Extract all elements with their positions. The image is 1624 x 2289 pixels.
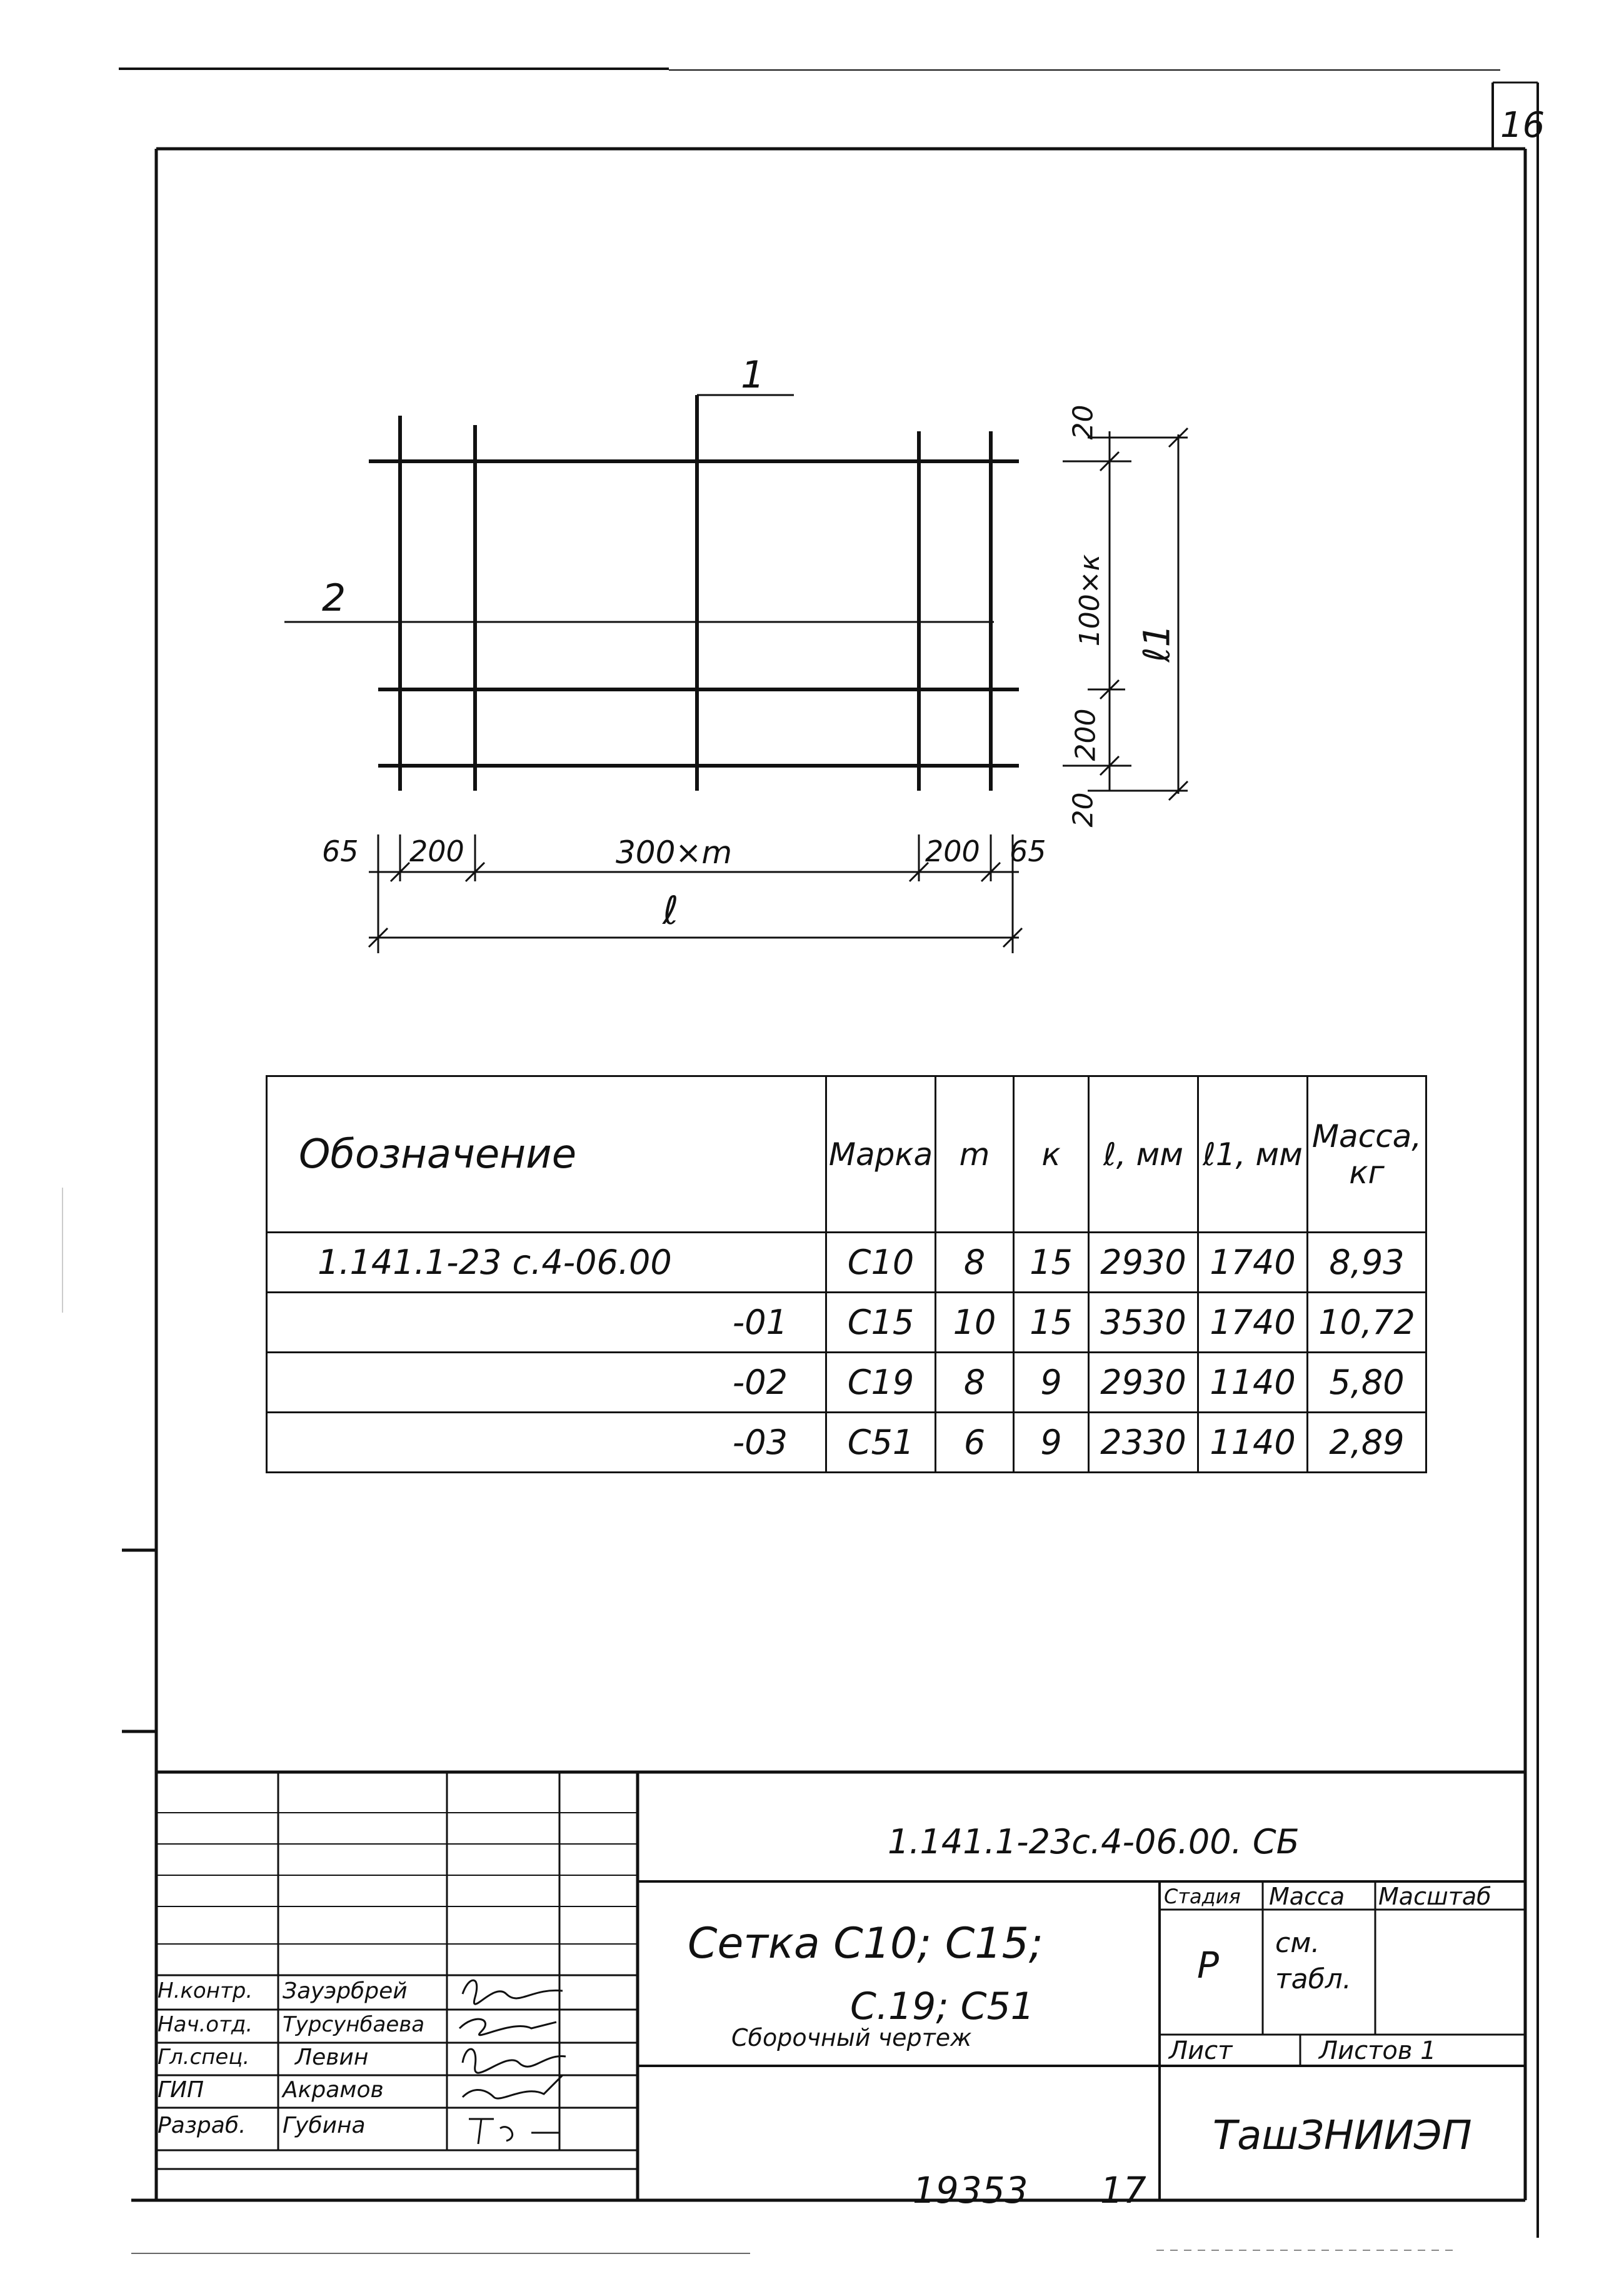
dim-label-20-top: 20 bbox=[1067, 404, 1100, 440]
header-mass: Масса, кг bbox=[1308, 1076, 1426, 1233]
cell-designation: 1.141.1-23 с.4-06.00 bbox=[267, 1233, 826, 1293]
cell-designation: -03 bbox=[267, 1413, 826, 1473]
cell-mark: С15 bbox=[826, 1293, 936, 1353]
stage-value: Р bbox=[1197, 1944, 1219, 1986]
handwritten-signatures bbox=[450, 1969, 575, 2169]
cell-l1: 1140 bbox=[1198, 1353, 1308, 1413]
cell-mass: 5,80 bbox=[1308, 1353, 1426, 1413]
cell-m: 8 bbox=[936, 1353, 1014, 1413]
table-row bbox=[267, 1233, 1426, 1293]
dim-label-200-right: 200 bbox=[1070, 708, 1102, 761]
sheet-label: Лист bbox=[1169, 2036, 1233, 2065]
header-l1: ℓ1, мм bbox=[1198, 1076, 1308, 1233]
header-mark: Марка bbox=[826, 1076, 936, 1233]
signature-role: Разраб. bbox=[158, 2113, 246, 2138]
cell-l1: 1140 bbox=[1198, 1413, 1308, 1473]
dim-label-l: ℓ bbox=[663, 888, 679, 933]
cell-l: 2330 bbox=[1089, 1413, 1198, 1473]
table-row bbox=[267, 1353, 1426, 1413]
signature-name: Левин bbox=[295, 2045, 369, 2070]
section-label-2: 2 bbox=[322, 576, 346, 620]
cell-l1: 1740 bbox=[1198, 1233, 1308, 1293]
title-line-2: С.19; С51 bbox=[850, 1985, 1035, 2028]
cell-mass: 2,89 bbox=[1308, 1413, 1426, 1473]
stage-label: Стадия bbox=[1164, 1885, 1241, 1908]
dim-label-100k: 100×к bbox=[1074, 554, 1106, 647]
leader-label-1: 1 bbox=[741, 353, 765, 397]
mass-label: Масса bbox=[1269, 1883, 1345, 1910]
table-header-row bbox=[267, 1076, 1426, 1233]
scale-label: Масштаб bbox=[1378, 1883, 1491, 1910]
organization: ТашЗНИИЭП bbox=[1213, 2113, 1472, 2159]
dim-label-65-left: 65 bbox=[322, 834, 359, 868]
signature-role: Н.контр. bbox=[158, 1978, 253, 2003]
mesh-drawing bbox=[0, 0, 1624, 1031]
dim-label-200-left: 200 bbox=[409, 834, 464, 868]
doc-type: Сборочный чертеж bbox=[731, 2024, 972, 2051]
cell-designation: -01 bbox=[267, 1293, 826, 1353]
dimension-lines bbox=[284, 395, 1188, 953]
cell-l: 3530 bbox=[1089, 1293, 1198, 1353]
header-m: m bbox=[936, 1076, 1014, 1233]
cell-l: 2930 bbox=[1089, 1353, 1198, 1413]
dim-label-65-right: 65 bbox=[1010, 834, 1046, 868]
signature-name: Турсунбаева bbox=[283, 2012, 425, 2037]
sheet-number: 16 bbox=[1500, 105, 1545, 146]
cell-k: 9 bbox=[1014, 1413, 1089, 1473]
cell-mark: С19 bbox=[826, 1353, 936, 1413]
mass-value: см. табл. bbox=[1275, 1927, 1351, 1995]
cell-m: 10 bbox=[936, 1293, 1014, 1353]
cell-mark: С51 bbox=[826, 1413, 936, 1473]
table-row bbox=[267, 1413, 1426, 1473]
dim-label-20-bottom: 20 bbox=[1067, 792, 1100, 828]
mesh-bars bbox=[369, 395, 1019, 791]
dim-label-300m: 300×m bbox=[616, 834, 733, 871]
header-k: к bbox=[1014, 1076, 1089, 1233]
header-l: ℓ, мм bbox=[1089, 1076, 1198, 1233]
cell-m: 8 bbox=[936, 1233, 1014, 1293]
dim-label-200-right-bottom: 200 bbox=[925, 834, 980, 868]
specification-table bbox=[266, 1075, 1427, 1473]
footer-page: 17 bbox=[1100, 2169, 1146, 2211]
cell-l1: 1740 bbox=[1198, 1293, 1308, 1353]
cell-k: 9 bbox=[1014, 1353, 1089, 1413]
signature-role: ГИП bbox=[158, 2077, 204, 2103]
signature-name: Губина bbox=[283, 2113, 366, 2138]
cell-mass: 10,72 bbox=[1308, 1293, 1426, 1353]
cell-designation: -02 bbox=[267, 1353, 826, 1413]
cell-mass: 8,93 bbox=[1308, 1233, 1426, 1293]
dim-label-l1: ℓ1 bbox=[1135, 624, 1178, 663]
cell-m: 6 bbox=[936, 1413, 1014, 1473]
cell-k: 15 bbox=[1014, 1293, 1089, 1353]
signature-role: Гл.спец. bbox=[158, 2045, 250, 2070]
sheets-label: Листов 1 bbox=[1319, 2036, 1436, 2065]
title-line-1: Сетка С10; С15; bbox=[688, 1919, 1043, 1968]
header-designation: Обозначение bbox=[267, 1076, 826, 1233]
cell-mark: С10 bbox=[826, 1233, 936, 1293]
table-row bbox=[267, 1293, 1426, 1353]
footer-number: 19353 bbox=[913, 2169, 1028, 2211]
doc-code: 1.141.1-23с.4-06.00. СБ bbox=[888, 1822, 1300, 1861]
cell-l: 2930 bbox=[1089, 1233, 1198, 1293]
signature-role: Нач.отд. bbox=[158, 2012, 253, 2037]
cell-k: 15 bbox=[1014, 1233, 1089, 1293]
signature-name: Акрамов bbox=[283, 2077, 384, 2103]
signature-name: Зауэрбрей bbox=[283, 1978, 408, 2004]
